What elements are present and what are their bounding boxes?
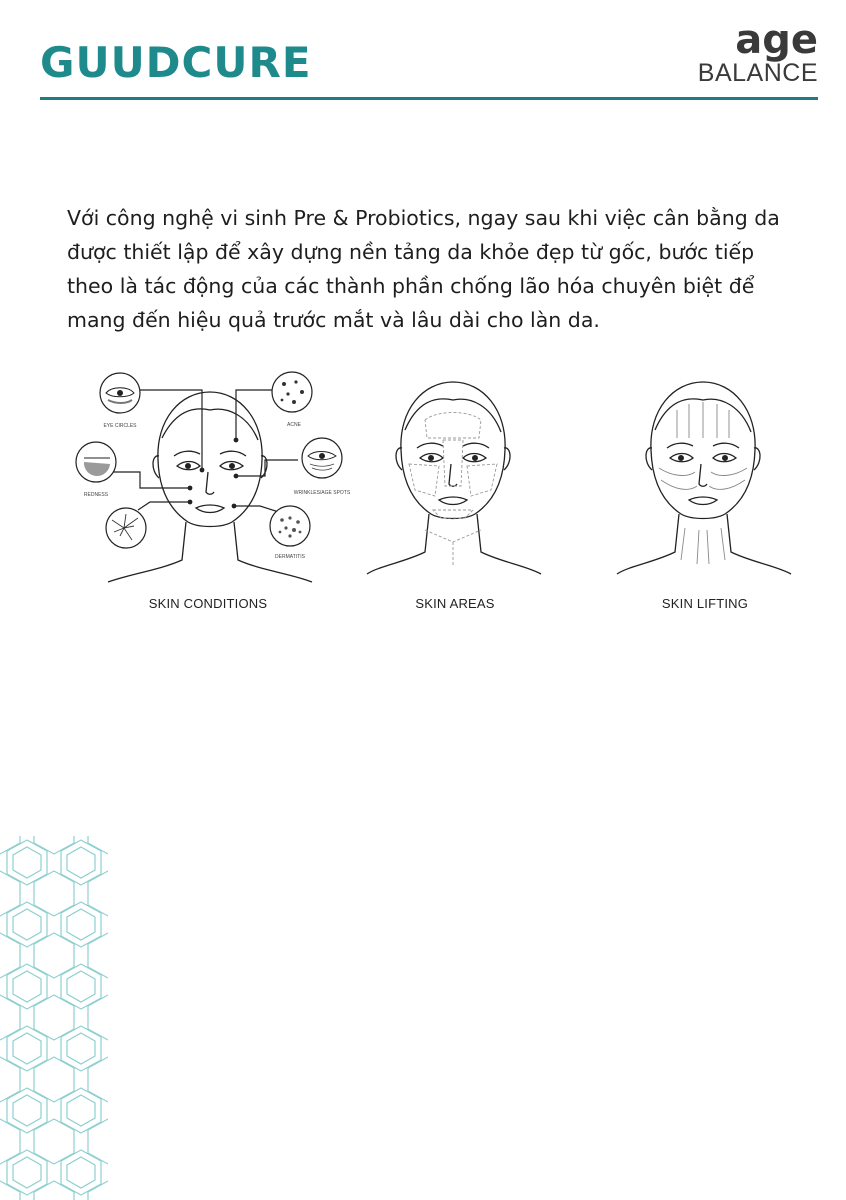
face-illustrations — [60, 360, 800, 620]
product-logo-age: age — [735, 17, 818, 63]
header-divider — [40, 97, 818, 100]
skin-lifting-caption: SKIN LIFTING — [661, 596, 749, 611]
dermatitis-callout — [270, 506, 310, 560]
brand-logo: GUUDCURE — [40, 38, 312, 87]
vessels-callout — [106, 508, 146, 548]
redness-label: REDNESS — [83, 492, 109, 498]
dermatitis-label: DERMATITIS — [275, 554, 305, 560]
hexagon-pattern-decoration — [0, 836, 108, 1200]
page-header — [40, 17, 818, 102]
product-logo — [697, 17, 818, 87]
skin-conditions-illustration — [60, 360, 360, 590]
skin-areas-caption: SKIN AREAS — [415, 596, 495, 611]
acne-callout — [272, 372, 312, 428]
redness-callout — [76, 442, 116, 498]
eye-circles-label: EYE CIRCLES — [103, 423, 137, 429]
skin-lifting-illustration — [615, 360, 795, 590]
skin-conditions-caption: SKIN CONDITIONS — [148, 596, 268, 611]
eye-circles-callout — [100, 373, 140, 429]
product-logo-balance: BALANCE — [697, 59, 818, 87]
intro-paragraph: Với công nghệ vi sinh Pre & Probiotics, ngay sau khi việc cân bằng da được thiết lập để xây dựng nền tảng da khỏe đẹp từ gốc, bước tiếp theo là tác động của các thành phần chống lão hóa chuyên biệt để mang đến hiệu quả trước mắt và lâu dài cho làn da. — [67, 206, 780, 332]
skin-areas-illustration — [365, 360, 545, 590]
wrinkles-label: WRINKLES/AGE SPOTS — [293, 490, 351, 496]
wrinkles-callout — [294, 438, 351, 496]
acne-label: ACNE — [287, 422, 301, 428]
